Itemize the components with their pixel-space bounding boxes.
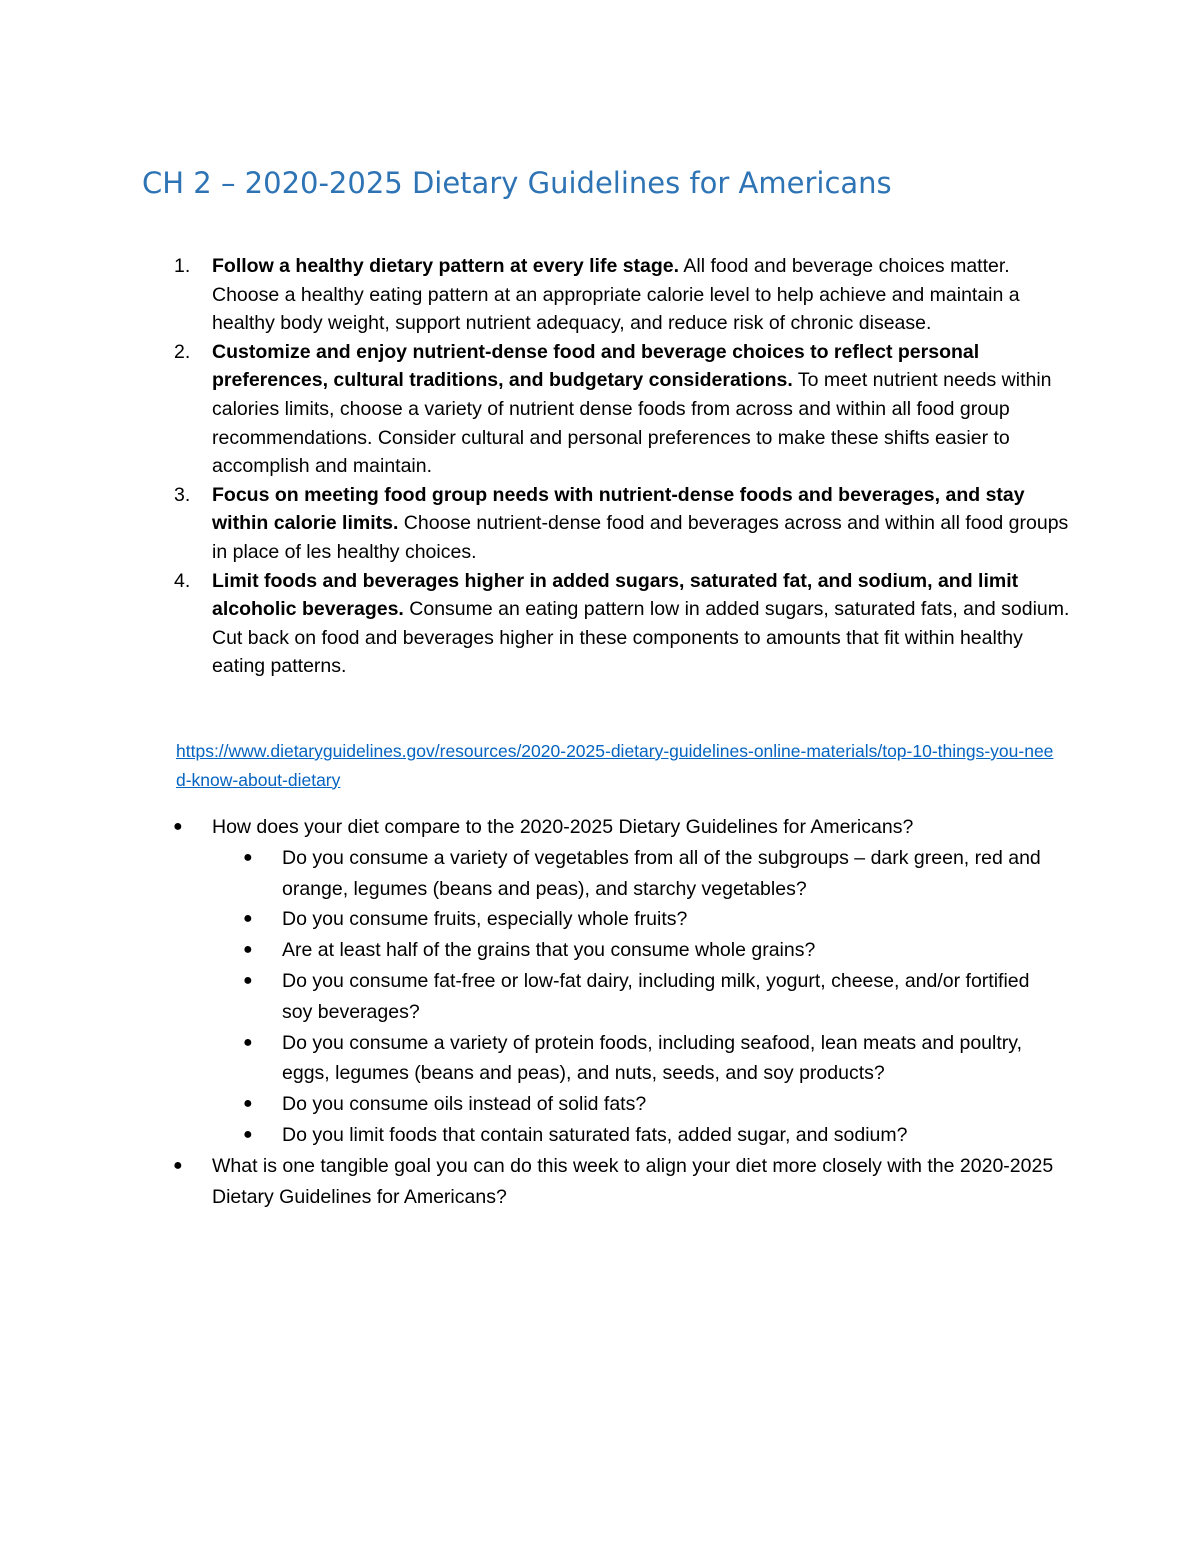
sub-question-text: Do you limit foods that contain saturated fats, added sugar, and sodium? bbox=[282, 1123, 908, 1146]
guideline-heading: Follow a healthy dietary pattern at every life stage. bbox=[212, 255, 680, 277]
sub-question-item bbox=[212, 966, 1062, 1028]
sub-question-text: Do you consume a variety of vegetables from all of the subgroups – dark green, red and orange, legumes (beans and peas), and starchy vegetables? bbox=[282, 846, 1041, 900]
bullet-icon: ● bbox=[243, 941, 253, 959]
sub-question-text: Do you consume fat-free or low-fat dairy, including milk, yogurt, cheese, and/or fortified soy beverages? bbox=[282, 969, 1030, 1023]
guidelines-list bbox=[0, 252, 1100, 681]
questions-list bbox=[0, 812, 1100, 1212]
sub-question-item bbox=[212, 1028, 1062, 1090]
bullet-icon: ● bbox=[243, 910, 253, 928]
sub-question-item bbox=[212, 1120, 1062, 1151]
list-number: 1. bbox=[174, 255, 191, 277]
page-title: CH 2 – 2020-2025 Dietary Guidelines for Americans bbox=[142, 166, 892, 200]
list-number: 3. bbox=[174, 483, 191, 506]
guideline-heading: Limit foods and beverages higher in added sugars, saturated fat, and sodium, and limit alcoholic beverages. bbox=[212, 569, 1019, 621]
guideline-item bbox=[0, 481, 1072, 567]
guideline-heading: Customize and enjoy nutrient-dense food and beverage choices to reflect personal preferences, cultural traditions, and budgetary considerations. bbox=[212, 340, 980, 392]
guideline-heading: Focus on meeting food group needs with nutrient-dense foods and beverages, and stay within calorie limits. bbox=[212, 483, 1025, 535]
guideline-text: Consume an eating pattern low in added sugars, saturated fats, and sodium. Cut back on food and beverages higher in these components to amounts that fit within healthy eating patterns. bbox=[212, 598, 1070, 678]
question-text: What is one tangible goal you can do this week to align your diet more closely with the 2020-2025 Dietary Guidelines for Americans? bbox=[212, 1154, 1054, 1208]
guideline-text: Choose nutrient-dense food and beverages across and within all food groups in place of les healthy choices. bbox=[212, 512, 1069, 563]
sub-question-text: Do you consume fruits, especially whole fruits? bbox=[282, 908, 688, 931]
bullet-icon: ● bbox=[243, 1033, 253, 1051]
sub-question-item bbox=[212, 843, 1062, 905]
bullet-icon: ● bbox=[173, 1156, 183, 1174]
list-number: 4. bbox=[174, 569, 191, 592]
sub-question-text: Are at least half of the grains that you consume whole grains? bbox=[282, 939, 816, 962]
guideline-item bbox=[0, 567, 1072, 681]
sub-question-text: Do you consume oils instead of solid fats? bbox=[282, 1093, 647, 1116]
bullet-icon: ● bbox=[243, 971, 253, 989]
guideline-item bbox=[0, 252, 1072, 338]
question-item bbox=[0, 1151, 1072, 1213]
sub-question-text: Do you consume a variety of protein foods, including seafood, lean meats and poultry, eggs, legumes (beans and peas), and nuts, seeds, and soy products? bbox=[282, 1031, 1022, 1085]
guideline-text: To meet nutrient needs within calories limits, choose a variety of nutrient dense foods from across and within all food group recommendations. Consider cultural and personal preferences to make these shifts easier to accomplish and maintain. bbox=[212, 369, 1052, 478]
question-text: How does your diet compare to the 2020-2025 Dietary Guidelines for Americans? bbox=[212, 816, 914, 838]
guideline-item bbox=[0, 338, 1072, 481]
bullet-icon: ● bbox=[243, 1125, 253, 1143]
guideline-text: All food and beverage choices matter. Choose a healthy eating pattern at an appropriate calorie level to help achieve and maintain a healthy body weight, support nutrient adequacy, and reduce risk of chronic disease. bbox=[212, 255, 1020, 335]
sub-question-item bbox=[212, 1089, 1062, 1120]
bullet-icon: ● bbox=[173, 818, 183, 835]
guidelines-link[interactable]: https://www.dietaryguidelines.gov/resources/2020-2025-dietary-guidelines-online-materials/top-10-things-you-need-know-about-dietary bbox=[176, 741, 1054, 790]
sub-questions-list bbox=[212, 843, 1072, 1151]
list-number: 2. bbox=[174, 340, 191, 363]
bullet-icon: ● bbox=[243, 1095, 253, 1113]
sub-question-item bbox=[212, 935, 1062, 966]
bullet-icon: ● bbox=[243, 848, 253, 866]
sub-question-item bbox=[212, 904, 1062, 935]
question-item bbox=[0, 812, 1072, 1151]
